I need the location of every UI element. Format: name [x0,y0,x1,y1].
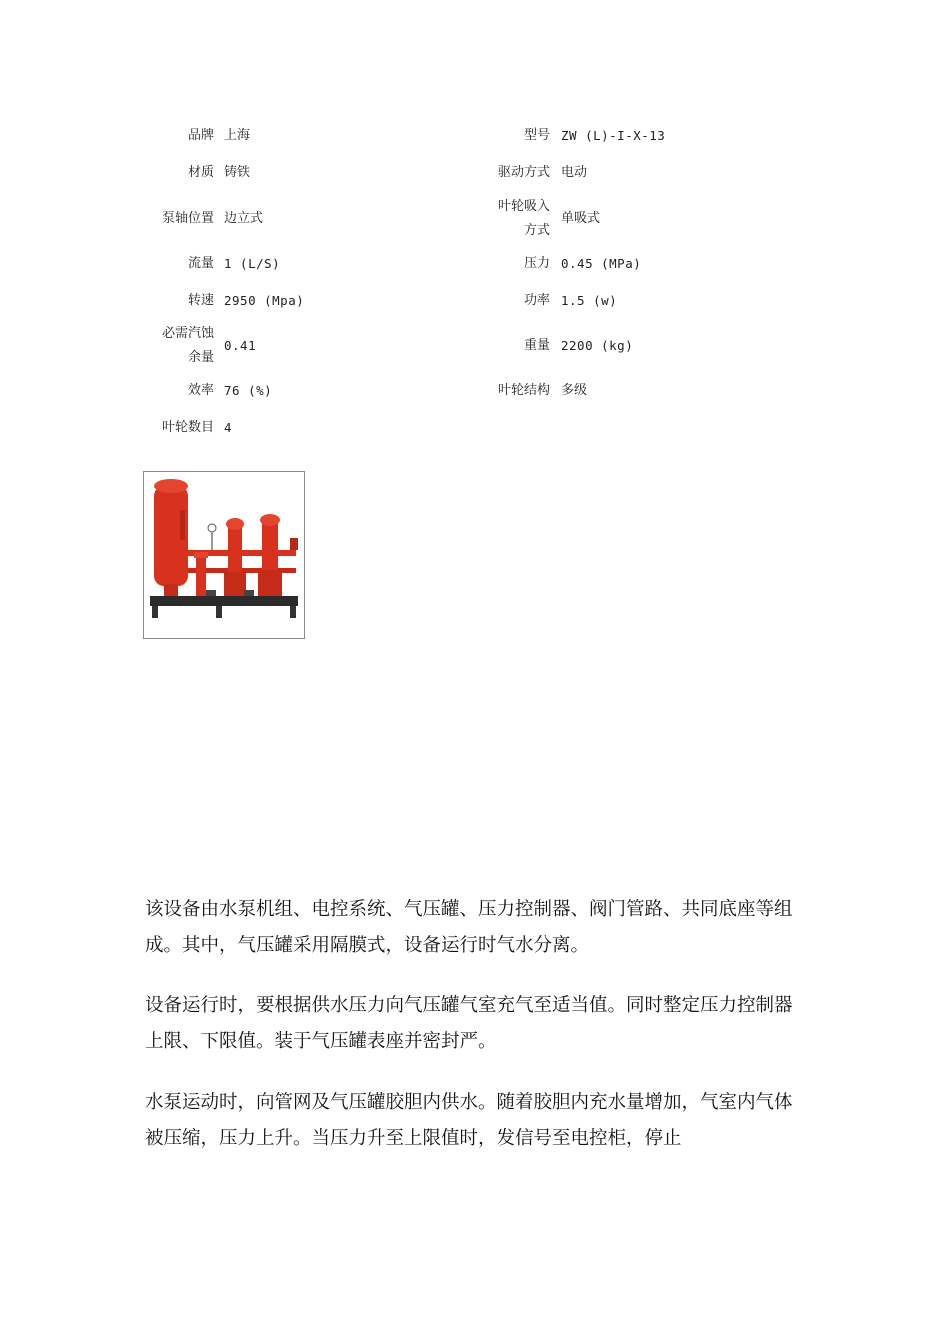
spec-row [0,379,950,419]
base-frame [150,596,298,606]
npsh-label-line1: 必需汽蚀 [161,326,214,341]
tank-top [154,479,188,493]
pump-body [224,572,246,596]
weight-label: 重量 [523,338,550,353]
gauge-icon [208,524,216,532]
tank-label [180,510,185,540]
npsh-label-line2: 余量 [187,350,214,365]
description-paragraph-3: 水泵运动时，向管网及气压罐胶胆内供水。随着胶胆内充水量增加，气室内气体被压缩，压力上升。当压力升至上限值时，发信号至电控柜，停止 [145,1092,793,1149]
tank-foot [164,584,178,596]
drive-label: 驱动方式 [497,165,550,180]
valve [290,538,298,550]
efficiency-value: 76 (%) [224,383,273,398]
base-leg [216,606,222,618]
pressure-value: 0.45 (MPa) [561,256,642,271]
pump-motor [228,524,242,572]
impeller-count-label: 叶轮数目 [161,420,214,435]
suction-value: 单吸式 [561,211,601,226]
jockey-pump-head [194,552,208,558]
pressure-label: 压力 [523,256,550,271]
power-label: 功率 [523,293,550,308]
pump-unit-illustration [144,472,304,638]
power-value: 1.5 (w) [561,293,618,308]
shaft-value: 边立式 [224,211,264,226]
spec-row [0,252,950,292]
impeller-count-value: 4 [224,420,233,435]
flow-label: 流量 [187,256,214,271]
valve [244,590,254,596]
pump-cap [226,518,244,530]
gauge-stem [211,532,213,550]
base-leg [290,606,296,618]
impeller-structure-label: 叶轮结构 [497,383,550,398]
pump-body [258,570,282,596]
brand-value: 上海 [224,128,251,143]
valve [206,590,216,596]
npsh-value: 0.41 [224,338,257,353]
jockey-pump [196,556,206,596]
drive-value: 电动 [561,165,588,180]
brand-label: 品牌 [187,128,214,143]
weight-value: 2200 (kg) [561,338,634,353]
model-value: ZW (L)-I-X-13 [561,128,666,143]
flow-value: 1 (L/S) [224,256,281,271]
spec-row [0,124,950,164]
speed-label: 转速 [187,293,214,308]
impeller-structure-value: 多级 [561,383,588,398]
spec-row [0,416,950,456]
model-label: 型号 [523,128,550,143]
pump-cap [260,514,280,526]
material-value: 铸铁 [224,165,251,180]
efficiency-label: 效率 [187,383,214,398]
pump-motor [262,520,278,570]
shaft-label: 泵轴位置 [161,211,214,226]
product-photo [143,471,305,639]
speed-value: 2950 (Mpa) [224,293,305,308]
material-label: 材质 [187,165,214,180]
base-leg [152,606,158,618]
suction-label-line1: 叶轮吸入 [497,199,550,214]
spec-row [0,322,950,378]
description-paragraph-1: 该设备由水泵机组、电控系统、气压罐、压力控制器、阀门管路、共同底座等组成。其中，气压罐采用隔膜式，设备运行时气水分离。 [145,899,793,956]
suction-label-line2: 方式 [523,223,550,238]
description-paragraph-2: 设备运行时，要根据供水压力向气压罐气室充气至适当值。同时整定压力控制器上限、下限值。装于气压罐表座并密封严。 [145,995,793,1052]
spec-row [0,195,950,251]
